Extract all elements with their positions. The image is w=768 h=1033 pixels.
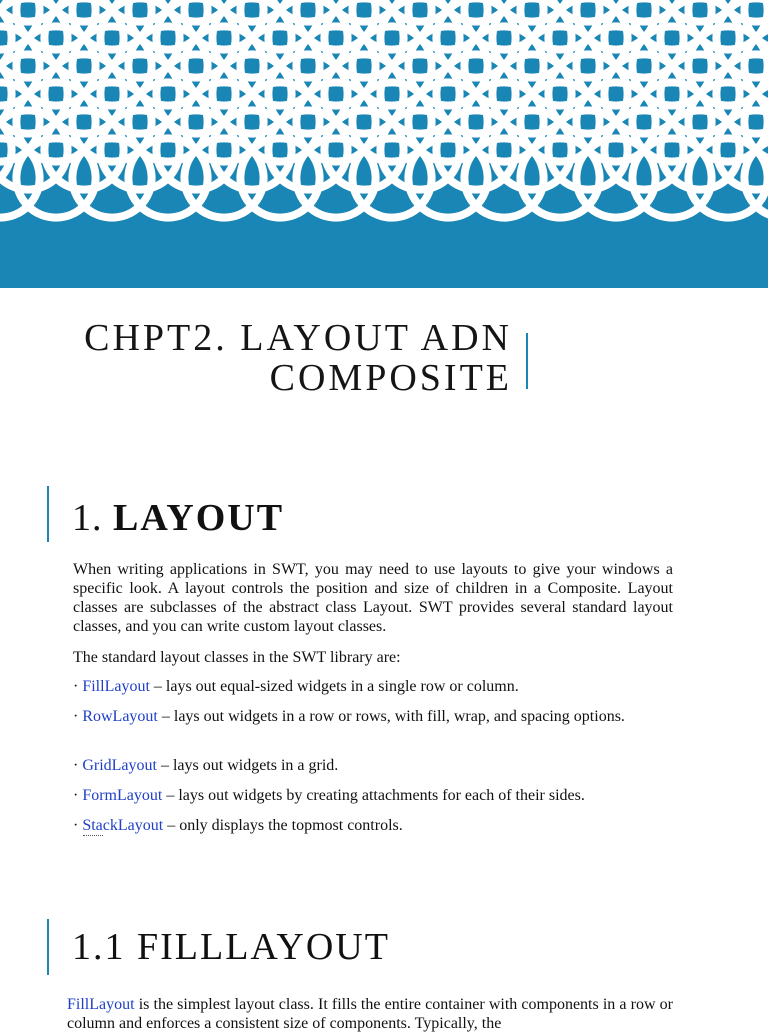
bullet: · — [73, 757, 79, 774]
section2-heading: 1.1 FILLLAYOUT — [72, 926, 390, 968]
list-item — [73, 756, 673, 775]
bullet: · — [73, 817, 79, 834]
title-accent-bar — [526, 333, 528, 389]
rowlayout-link[interactable]: RowLayout — [82, 708, 158, 725]
stacklayout-link[interactable]: StackLayout — [82, 817, 164, 834]
slide-title-line2: COMPOSITE — [269, 357, 512, 399]
dotted-underline — [83, 835, 103, 840]
section2-accent-bar — [47, 919, 49, 975]
gridlayout-link[interactable]: GridLayout — [82, 757, 157, 774]
section2-text — [67, 995, 673, 1033]
bullet: · — [73, 678, 79, 695]
section1-accent-bar — [47, 486, 49, 542]
list-item — [73, 816, 673, 835]
bullet: · — [73, 787, 79, 804]
list-item-desc: – only displays the topmost controls. — [163, 817, 403, 834]
circle-lattice-pattern — [0, 0, 768, 288]
formlayout-link[interactable]: FormLayout — [82, 787, 163, 804]
list-item-desc: – lays out widgets by creating attachments for each of their sides. — [162, 787, 585, 804]
list-item — [73, 707, 673, 726]
section1-number: 1. — [72, 497, 103, 539]
slide-title-line1: CHPT2. LAYOUT ADN — [84, 317, 512, 359]
section2-body: is the simplest layout class. It fills the entire container with components in a row or column and enforces a consistent size of components. Typically, the — [67, 996, 673, 1032]
list-item-desc: – lays out widgets in a grid. — [156, 757, 339, 774]
list-item — [73, 677, 673, 696]
slide-title — [84, 318, 512, 398]
list-intro: The standard layout classes in the SWT library are: — [73, 649, 401, 666]
bullet: · — [73, 708, 79, 725]
decorative-banner — [0, 0, 768, 288]
filllayout-link[interactable]: FillLayout — [67, 996, 135, 1013]
list-item-desc: – lays out equal-sized widgets in a single row or column. — [149, 678, 519, 695]
section1-heading — [72, 496, 284, 540]
list-item-desc: – lays out widgets in a row or rows, with fill, wrap, and spacing options. — [157, 708, 625, 725]
list-item — [73, 786, 673, 805]
section1-intro: When writing applications in SWT, you may need to use layouts to give your windows a specific look. A layout controls the position and size of children in a Composite. Layout classes are subclasses of the abstract class Layout. SWT provides several standard layout classes, and you can write custom layout classes. — [73, 561, 673, 635]
filllayout-link[interactable]: FillLayout — [82, 678, 150, 695]
section1-heading-text: LAYOUT — [113, 497, 285, 539]
